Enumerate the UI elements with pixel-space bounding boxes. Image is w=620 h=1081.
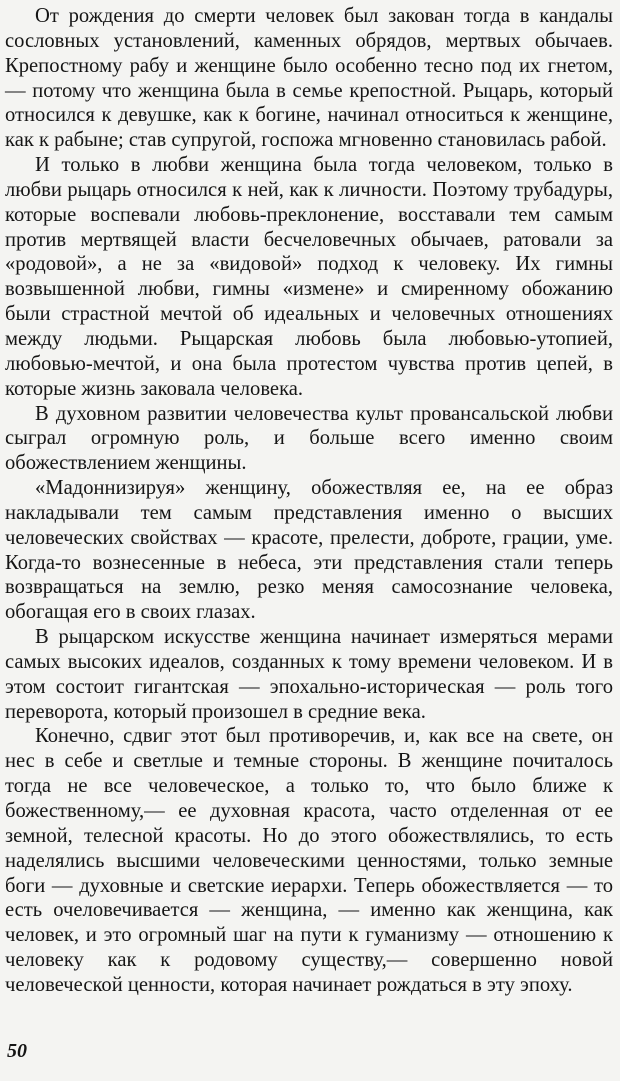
paragraph-2: И только в любви женщина была тогда человеком, только в любви рыцарь относился к ней, как к личности. Поэтому трубадуры, которые воспевали любовь-преклонение, восставали тем самым против мертвящей власти бесчеловечных обычаев, ратовали за «родовой», а не за «видовой» подход к человеку. Их гимны возвышенной любви, гимны «измене» и смиренному обожанию были страстной мечтой об идеальных и человечных отношениях между людьми. Рыцарская любовь была любовью-утопией, любовью-мечтой, и она была протестом чувства против цепей, в которые жизнь заковала человека. bbox=[5, 154, 613, 400]
paragraph-3: В духовном развитии человечества культ провансальской любви сыграл огромную роль, и больше всего именно своим обожествлением женщины. bbox=[5, 402, 613, 475]
paragraph-4: «Мадоннизируя» женщину, обожествляя ее, на ее образ накладывали тем самым представления именно о высших человеческих свойствах — красоте, прелести, доброте, грации, уме. Когда-то вознесенные в небеса, эти представления стали теперь возвращаться на землю, резко меняя самосознание человека, обогащая его в своих глазах. bbox=[5, 477, 613, 624]
paragraph-5: В рыцарском искусстве женщина начинает измеряться мерами самых высоких идеалов, созданных к тому времени человеком. И в этом состоит гигантская — эпохально-историческая — роль того переворота, который произошел в средние века. bbox=[5, 626, 613, 723]
page-number: 50 bbox=[7, 1040, 27, 1062]
paragraph-1: От рождения до смерти человек был закован тогда в кандалы сословных установлений, каменных обрядов, мертвых обычаев. Крепостному рабу и женщине было особенно тесно под их гнетом, — потому что женщина была в семье крепостной. Рыцарь, который относился к девушке, как к богине, начинал относиться к женщине, как к рабыне; став супругой, госпожа мгновенно становилась рабой. bbox=[5, 5, 613, 152]
body-text bbox=[5, 4, 613, 998]
paragraph-6: Конечно, сдвиг этот был противоречив, и, как все на свете, он нес в себе и светлые и темные стороны. В женщине почиталось тогда не все человеческое, а только то, что было ближе к божественному,— ее духовная красота, часто отделенная от ее земной, телесной красоты. Но до этого обожествлялись, то есть наделялись высшими человеческими ценностями, только земные боги — духовные и светские иерархи. Теперь обожествляется — то есть очеловечивается — женщина, — именно как женщина, как человек, и это огромный шаг на пути к гуманизму — отношению к человеку как к родовому существу,— совершенно новой человеческой ценности, которая начинает рождаться в эту эпоху. bbox=[5, 725, 613, 996]
